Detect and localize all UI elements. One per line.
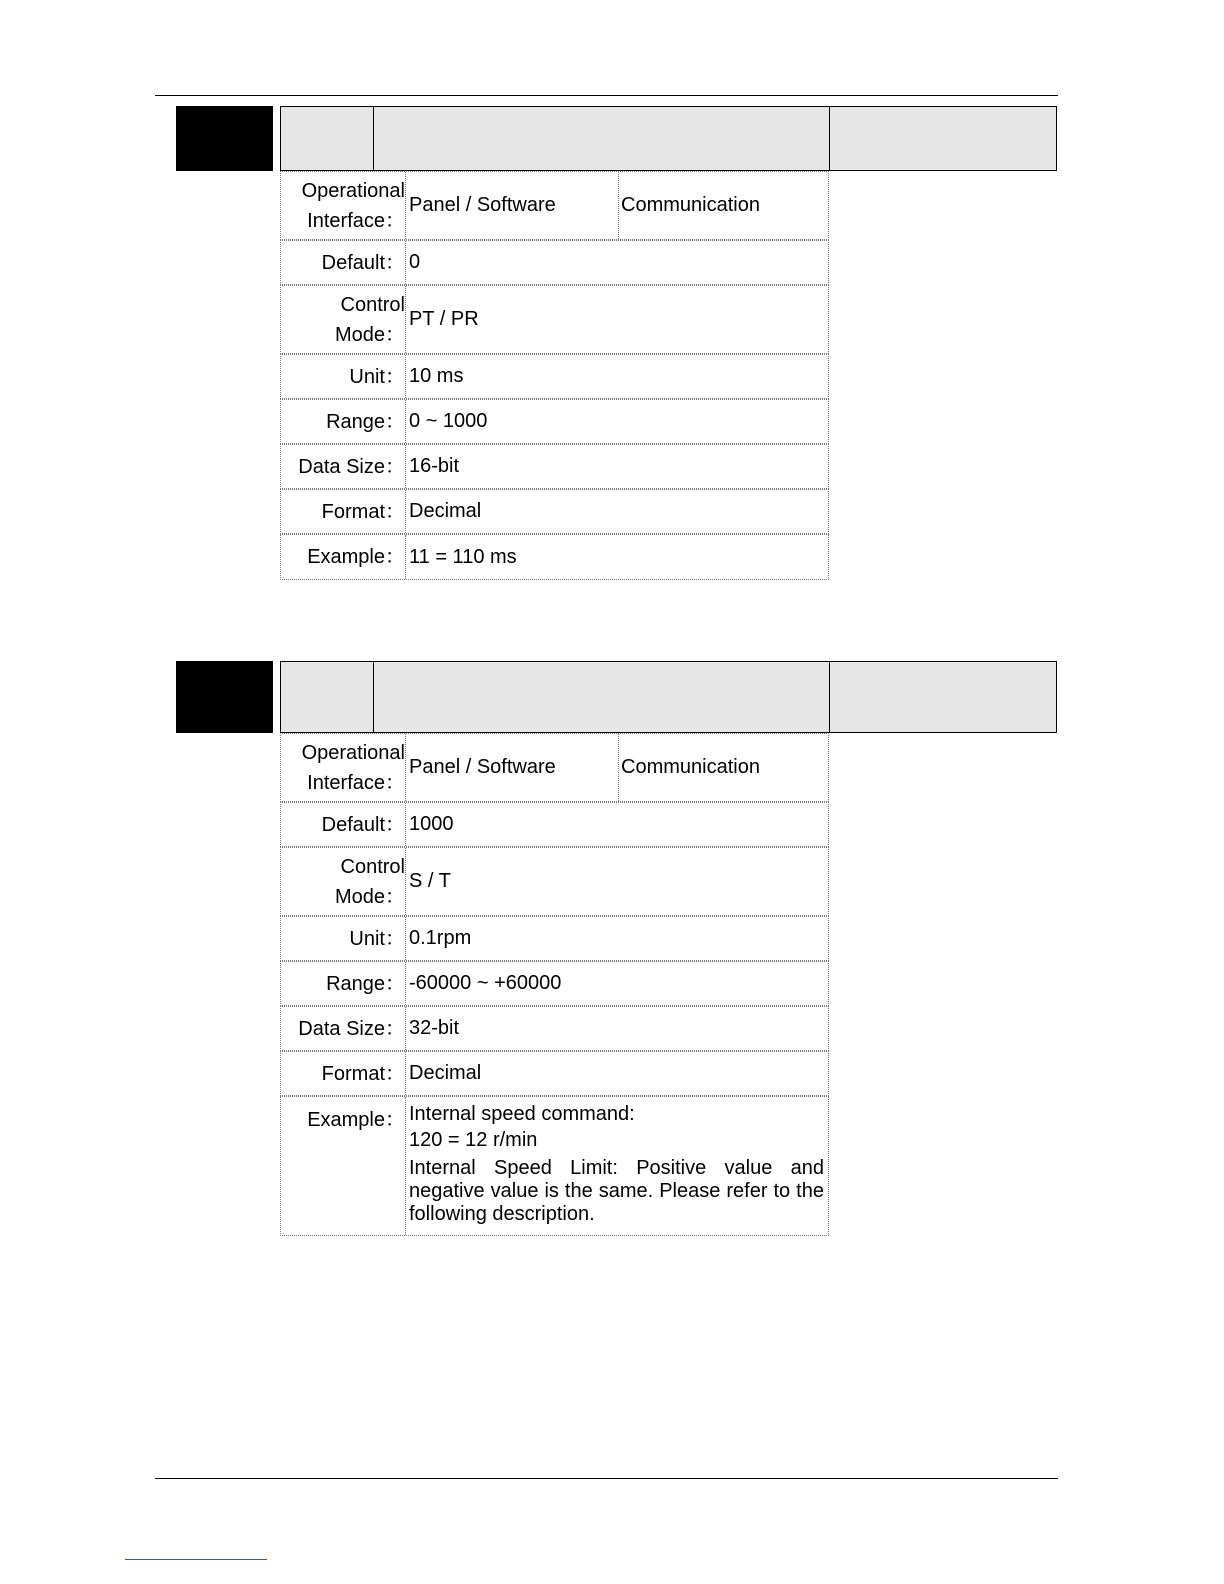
label-operational-interface: Operational Interface： [281, 172, 406, 239]
label-data-size: Data Size： [281, 445, 406, 488]
row-control-mode [280, 285, 829, 354]
value-panel-software: Panel / Software [409, 194, 556, 216]
row-data-size [280, 444, 829, 489]
label-default: Default： [281, 241, 406, 284]
parameter-code-box [176, 661, 273, 733]
header-cell-name [373, 662, 830, 732]
header-cell-reference [829, 662, 1056, 732]
value-panel-software: Panel / Software [409, 756, 556, 778]
row-format [280, 489, 829, 534]
header-cell-reference [829, 107, 1056, 170]
row-example [280, 534, 829, 580]
parameter-header [280, 661, 1057, 733]
row-data-size [280, 1006, 829, 1051]
label-unit: Unit： [281, 917, 406, 960]
parameter-header [280, 106, 1057, 171]
example-description: Internal Speed Limit: Positive value and negative value is the same. Please refer to the following description. [409, 1157, 824, 1225]
value-format: Decimal [409, 1062, 482, 1084]
value-example [409, 1097, 824, 1235]
value-format: Decimal [409, 500, 482, 522]
value-data-size: 32-bit [409, 1017, 460, 1039]
example-line-2: 120 = 12 r/min [409, 1129, 538, 1151]
label-unit: Unit： [281, 355, 406, 398]
row-range [280, 961, 829, 1006]
label-format: Format： [281, 1052, 406, 1095]
label-default: Default： [281, 803, 406, 846]
value-communication: Communication [618, 734, 828, 801]
value-communication: Communication [618, 172, 828, 239]
value-example: 11 = 110 ms [409, 545, 517, 568]
value-data-size: 16-bit [409, 455, 460, 477]
value-unit: 0.1rpm [409, 927, 472, 949]
value-control-mode: S / T [409, 870, 451, 892]
label-control-mode: Control Mode： [281, 848, 406, 915]
value-range: 0 ~ 1000 [409, 410, 488, 432]
value-range: -60000 ~ +60000 [409, 972, 562, 994]
value-unit: 10 ms [409, 365, 464, 387]
header-cell-name [373, 107, 830, 170]
label-control-mode: Control Mode： [281, 286, 406, 353]
footer-link-underline [125, 1559, 267, 1560]
label-example: Example： [281, 535, 406, 579]
header-cell-address [281, 662, 374, 732]
row-operational-interface [280, 171, 829, 240]
row-unit [280, 354, 829, 399]
value-default: 1000 [409, 813, 454, 835]
value-default: 0 [409, 251, 421, 273]
row-default [280, 240, 829, 285]
header-rule [155, 95, 1058, 96]
row-control-mode [280, 847, 829, 916]
row-example [280, 1096, 829, 1236]
row-unit [280, 916, 829, 961]
row-range [280, 399, 829, 444]
header-cell-address [281, 107, 374, 170]
label-range: Range： [281, 400, 406, 443]
row-default [280, 802, 829, 847]
footer-rule [155, 1478, 1058, 1479]
parameter-code-box [176, 106, 273, 171]
value-control-mode: PT / PR [409, 308, 479, 330]
label-data-size: Data Size： [281, 1007, 406, 1050]
row-format [280, 1051, 829, 1096]
label-format: Format： [281, 490, 406, 533]
label-example: Example： [281, 1097, 406, 1235]
label-range: Range： [281, 962, 406, 1005]
label-operational-interface: Operational Interface： [281, 734, 406, 801]
row-operational-interface [280, 733, 829, 802]
example-line-1: Internal speed command: [409, 1103, 635, 1125]
